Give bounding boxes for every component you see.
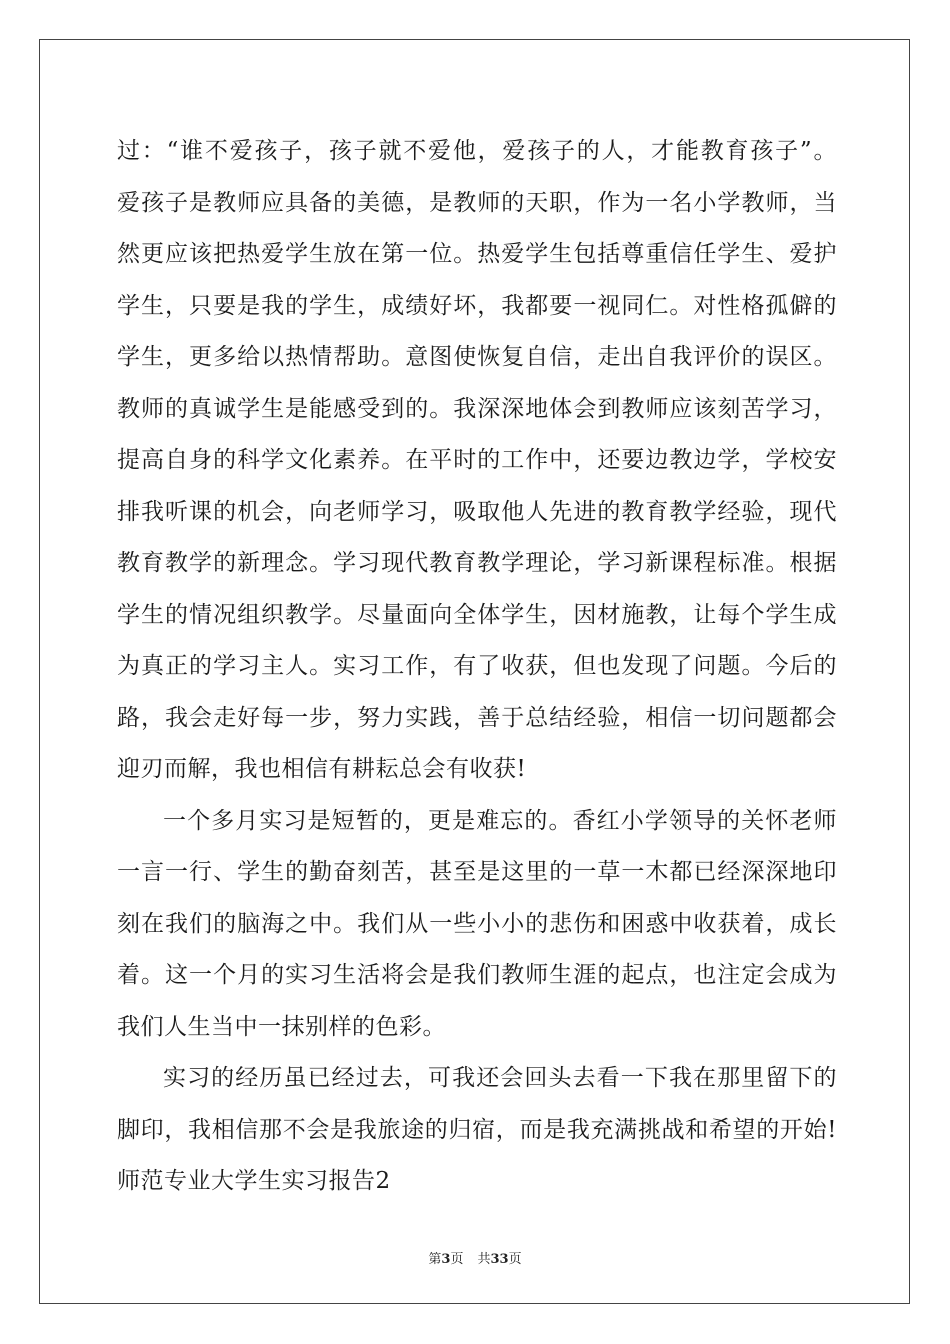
page-number: 3 <box>441 1252 451 1267</box>
text-line: 学生的情况组织教学。尽量面向全体学生，因材施教，让每个学生成 <box>117 601 837 628</box>
text-line: 师范专业大学生实习报告2 <box>117 1168 391 1194</box>
text-line: 学生，更多给以热情帮助。意图使恢复自信，走出自我评价的误区。 <box>117 344 837 370</box>
text-line: 一个多月实习是短暂的，更是难忘的。香红小学领导的关怀老师 <box>163 807 837 834</box>
page-footer <box>0 1248 950 1267</box>
text-line: 教育教学的新理念。学习现代教育教学理论，学习新课程标准。根据 <box>117 550 837 576</box>
text-line: 过：“谁不爱孩子，孩子就不爱他，爱孩子的人，才能教育孩子”。 <box>117 138 837 164</box>
text-line: 学生，只要是我的学生，成绩好坏，我都要一视同仁。对性格孤僻的 <box>117 292 837 319</box>
text-line: 路，我会走好每一步，努力实践，善于总结经验，相信一切问题都会 <box>117 704 837 731</box>
page-prefix: 第 <box>428 1252 442 1267</box>
text-line: 我们人生当中一抹别样的色彩。 <box>117 1013 446 1040</box>
total-prefix: 共 <box>477 1252 491 1267</box>
text-line: 为真正的学习主人。实习工作，有了收获，但也发现了问题。今后的 <box>117 653 837 679</box>
text-line: 爱孩子是教师应具备的美德，是教师的天职，作为一名小学教师，当 <box>117 189 837 216</box>
text-line: 着。这一个月的实习生活将会是我们教师生涯的起点，也注定会成为 <box>117 962 837 988</box>
text-line: 实习的经历虽已经过去，可我还会回头去看一下我在那里留下的 <box>163 1065 837 1091</box>
text-line: 提高自身的科学文化素养。在平时的工作中，还要边教边学，学校安 <box>117 447 837 473</box>
text-line: 排我听课的机会，向老师学习，吸取他人先进的教育教学经验，现代 <box>117 498 837 525</box>
document-body <box>117 126 837 1208</box>
total-suffix: 页 <box>508 1252 522 1267</box>
text-line: 然更应该把热爱学生放在第一位。热爱学生包括尊重信任学生、爱护 <box>117 241 837 267</box>
total-pages: 33 <box>490 1252 509 1267</box>
text-line: 迎刃而解，我也相信有耕耘总会有收获! <box>117 756 527 782</box>
text-line: 脚印，我相信那不会是我旅途的归宿，而是我充满挑战和希望的开始! <box>117 1116 837 1143</box>
page-suffix: 页 <box>450 1252 464 1267</box>
text-line: 刻在我们的脑海之中。我们从一些小小的悲伤和困惑中收获着，成长 <box>117 910 837 937</box>
text-line: 一言一行、学生的勤奋刻苦，甚至是这里的一草一木都已经深深地印 <box>117 859 837 885</box>
text-line: 教师的真诚学生是能感受到的。我深深地体会到教师应该刻苦学习， <box>117 395 837 422</box>
